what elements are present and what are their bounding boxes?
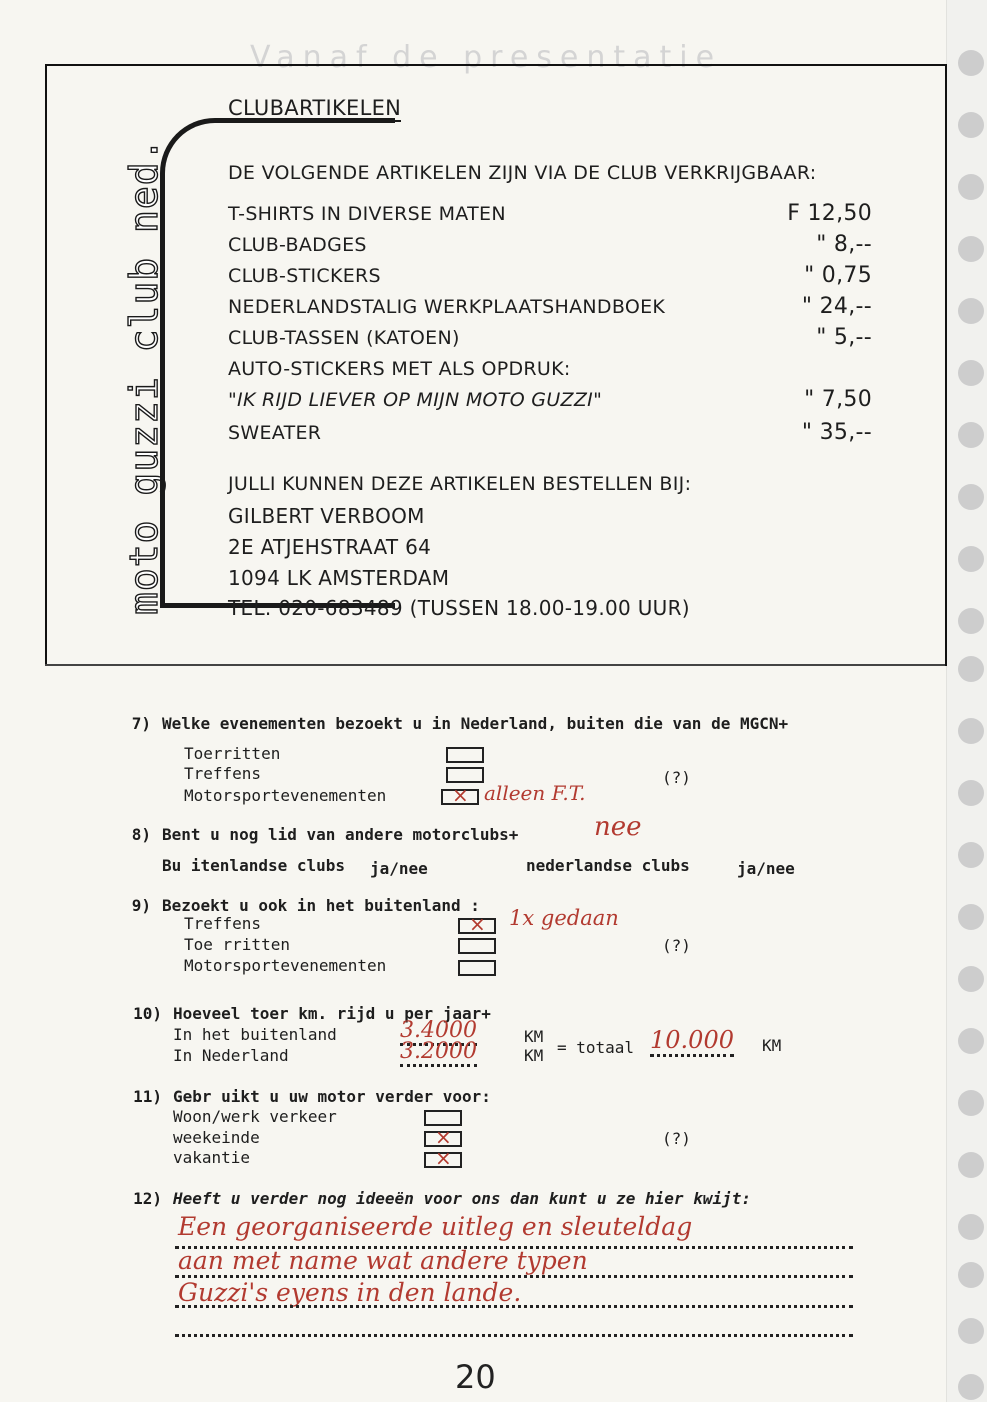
binder-hole <box>958 1214 984 1240</box>
box-divider <box>45 664 945 666</box>
address-line: GILBERT VERBOOM <box>228 504 425 528</box>
checkbox[interactable] <box>458 938 496 954</box>
binder-hole <box>958 904 984 930</box>
checkbox[interactable] <box>424 1110 462 1126</box>
option-label: Treffens <box>184 914 262 933</box>
binder-hole <box>958 1262 984 1288</box>
option-label: vakantie <box>173 1148 251 1167</box>
question-text: Bent u nog lid van andere motorclubs+ <box>162 825 519 844</box>
answer-choice[interactable]: ja/nee <box>370 859 428 878</box>
question-number: 12) <box>133 1189 162 1208</box>
question-number: 11) <box>133 1087 162 1106</box>
handwritten-value[interactable]: 3.4000 <box>400 1018 477 1046</box>
question-number: 9) <box>131 896 151 915</box>
question-text: Gebr uikt u uw motor verder voor: <box>173 1087 491 1106</box>
article-price: " 8,-- <box>816 232 872 257</box>
handwritten-answer-line[interactable]: Guzzi's eyens in den lande. <box>178 1278 522 1307</box>
binder-hole <box>958 780 984 806</box>
checkbox[interactable] <box>446 767 484 783</box>
binder-hole <box>958 298 984 324</box>
unit-label: KM <box>762 1036 782 1055</box>
article-name: CLUB-STICKERS <box>228 265 381 287</box>
hint-label: (?) <box>662 768 691 787</box>
handwritten-total[interactable]: 10.000 <box>650 1026 734 1057</box>
binder-hole <box>958 1090 984 1116</box>
option-label: Motorsportevenementen <box>184 786 387 805</box>
binder-hole <box>958 1318 984 1344</box>
page-number: 20 <box>455 1358 496 1396</box>
order-intro: JULLI KUNNEN DEZE ARTIKELEN BESTELLEN BIJ: <box>228 473 692 495</box>
binder-hole <box>958 1152 984 1178</box>
address-line: 1094 LK AMSTERDAM <box>228 566 450 590</box>
option-label: Toerritten <box>184 744 281 763</box>
option-label: nederlandse clubs <box>526 856 690 875</box>
hint-label: (?) <box>662 1129 691 1148</box>
unit-label: KM <box>524 1046 544 1065</box>
club-intro: DE VOLGENDE ARTIKELEN ZIJN VIA DE CLUB VERKRIJGBAAR: <box>228 162 817 184</box>
unit-label: KM <box>524 1027 544 1046</box>
binder-hole <box>958 484 984 510</box>
answer-dotted-line <box>175 1334 853 1337</box>
checkbox[interactable] <box>424 1131 462 1147</box>
binder-hole <box>958 112 984 138</box>
question-number: 7) <box>131 714 151 733</box>
option-label: Woon/werk verkeer <box>173 1107 337 1126</box>
page-edge <box>946 0 987 1402</box>
checkbox[interactable] <box>441 789 479 805</box>
option-label: Bu itenlandse clubs <box>162 856 346 875</box>
article-name: SWEATER <box>228 422 322 444</box>
binder-hole <box>958 422 984 448</box>
question-text: Hoeveel toer km. rijd u per jaar+ <box>173 1004 491 1023</box>
checkbox[interactable] <box>424 1152 462 1168</box>
bleed-through-text: Vanaf de presentatie <box>250 40 723 75</box>
hint-label: (?) <box>662 936 691 955</box>
handwritten-answer-line[interactable]: aan met name wat andere typen <box>178 1246 588 1275</box>
binder-hole <box>958 966 984 992</box>
answer-dotted-line <box>175 1305 853 1308</box>
binder-hole <box>958 360 984 386</box>
article-name: NEDERLANDSTALIG WERKPLAATSHANDBOEK <box>228 296 666 318</box>
handwritten-note: alleen F.T. <box>484 781 586 805</box>
club-articles-title: CLUBARTIKELEN <box>228 96 402 120</box>
address-line: 2E ATJEHSTRAAT 64 <box>228 535 432 559</box>
address-line: TEL. 020-683489 (TUSSEN 18.00-19.00 UUR) <box>228 596 690 620</box>
article-price: " 24,-- <box>801 294 872 319</box>
binder-hole <box>958 842 984 868</box>
question-number: 8) <box>131 825 151 844</box>
question-text: Bezoekt u ook in het buitenland : <box>162 896 480 915</box>
club-logo: moto guzzi club ned. <box>122 137 166 615</box>
row-label: In Nederland <box>173 1046 289 1065</box>
option-label: Toe rritten <box>184 935 290 954</box>
binder-hole <box>958 608 984 634</box>
article-price: " 7,50 <box>804 387 872 412</box>
article-price: " 0,75 <box>804 263 872 288</box>
article-name: "IK RIJD LIEVER OP MIJN MOTO GUZZI" <box>228 389 603 411</box>
option-label: weekeinde <box>173 1128 260 1147</box>
option-label: Motorsportevenementen <box>184 956 387 975</box>
article-price: " 35,-- <box>801 420 872 445</box>
article-name: AUTO-STICKERS MET ALS OPDRUK: <box>228 358 571 380</box>
article-name: CLUB-BADGES <box>228 234 367 256</box>
binder-hole <box>958 1028 984 1054</box>
article-name: CLUB-TASSEN (KATOEN) <box>228 327 460 349</box>
binder-hole <box>958 656 984 682</box>
checkbox[interactable] <box>458 960 496 976</box>
article-price: F 12,50 <box>787 201 872 226</box>
option-label: Treffens <box>184 764 262 783</box>
answer-choice[interactable]: ja/nee <box>737 859 795 878</box>
question-number: 10) <box>133 1004 162 1023</box>
binder-hole <box>958 718 984 744</box>
article-price: " 5,-- <box>816 325 872 350</box>
binder-hole <box>958 174 984 200</box>
binder-hole <box>958 546 984 572</box>
question-text: Heeft u verder nog ideeën voor ons dan kunt u ze hier kwijt: <box>173 1189 751 1208</box>
total-label: = totaal <box>557 1038 635 1057</box>
binder-hole <box>958 50 984 76</box>
question-text: Welke evenementen bezoekt u in Nederland, buiten die van de MGCN+ <box>162 714 789 733</box>
binder-hole <box>958 1374 984 1400</box>
checkbox[interactable] <box>446 747 484 763</box>
handwritten-note: nee <box>594 812 642 842</box>
handwritten-value[interactable]: 3.2000 <box>400 1039 477 1067</box>
checkbox[interactable] <box>458 918 496 934</box>
handwritten-answer-line[interactable]: Een georganiseerde uitleg en sleuteldag <box>178 1212 693 1241</box>
article-name: T-SHIRTS IN DIVERSE MATEN <box>228 203 506 225</box>
row-label: In het buitenland <box>173 1025 337 1044</box>
handwritten-note: 1x gedaan <box>509 906 619 930</box>
binder-hole <box>958 236 984 262</box>
